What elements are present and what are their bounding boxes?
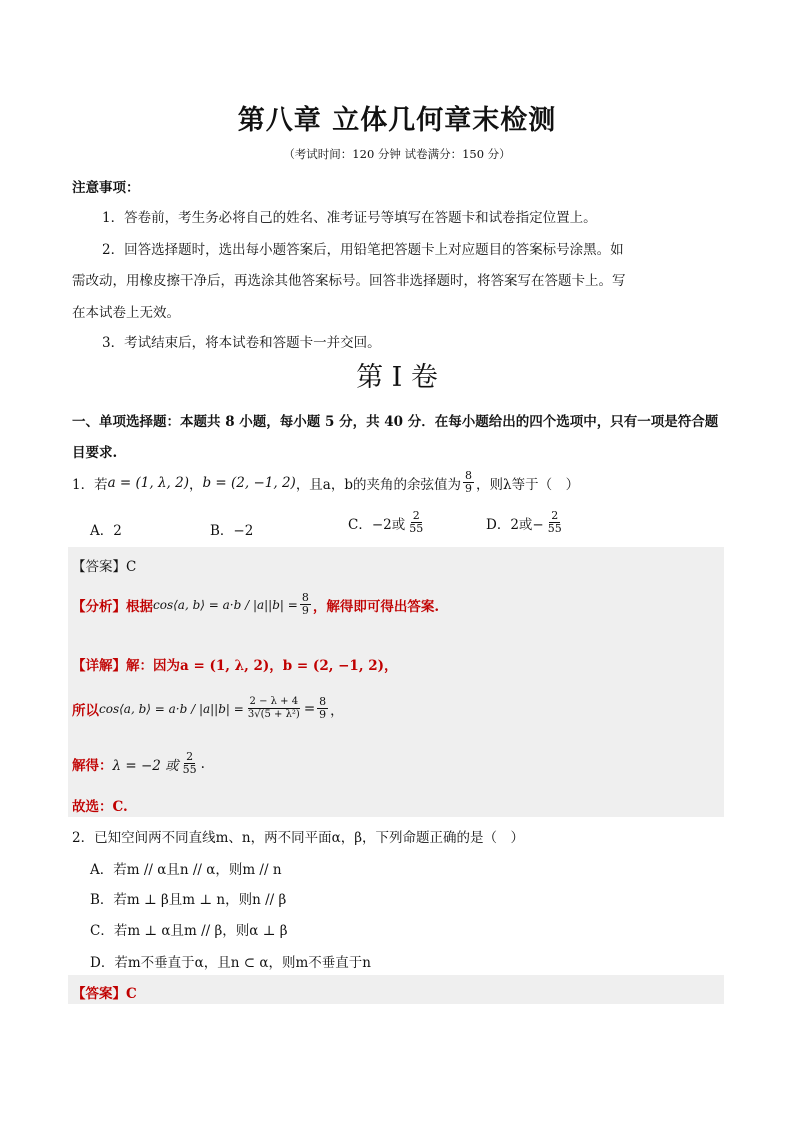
- option-b: B．−2: [210, 523, 254, 539]
- question-2-option-a: A．若m // α且n // α，则m // n: [90, 862, 282, 878]
- notice-item-3: 3．考试结束后，将本试卷和答题卡一并交回。: [102, 335, 381, 351]
- question-2-option-c: C．若m ⊥ α且m // β，则α ⊥ β: [90, 923, 288, 939]
- derivation-formula: cos⟨a, b⟩ = a·b / |a||b| =: [99, 701, 244, 716]
- exam-info: （考试时间：120 分钟 试卷满分：150 分）: [283, 147, 511, 161]
- option-c: [348, 510, 427, 535]
- fraction-numerator: 2: [551, 509, 559, 522]
- solve-fraction: [181, 751, 199, 776]
- fraction-8-9: [463, 470, 474, 495]
- option-d-fraction: [546, 510, 564, 535]
- analysis-q1: [72, 592, 439, 617]
- option-a: A．2: [90, 523, 122, 539]
- answer-q2: 【答案】C: [72, 986, 137, 1002]
- question-1-stem: [72, 470, 579, 495]
- analysis-conclusion: ，解得即可得出答案.: [312, 598, 440, 615]
- question-number: 1．若: [72, 476, 108, 493]
- question-2-option-b: B．若m ⊥ β且m ⊥ n，则n // β: [90, 892, 287, 908]
- option-d: [486, 510, 566, 535]
- derivation-fraction: [246, 696, 302, 721]
- question-2-option-d: D．若m不垂直于α，且n ⊂ α，则m不垂直于n: [90, 955, 371, 971]
- fraction-numerator: 2: [186, 750, 194, 763]
- fraction-numerator: 2: [412, 509, 420, 522]
- fraction-denominator: 9: [465, 482, 473, 495]
- section-title: 第 I 卷: [356, 362, 438, 393]
- fraction-numerator: 2 − λ + 4: [249, 696, 299, 707]
- part-heading-line-1: 一、单项选择题：本题共 8 小题，每小题 5 分，共 40 分．在每小题给出的四个选项中，只有一项是符合题: [72, 414, 719, 430]
- equals-sign: =: [303, 700, 316, 717]
- question-2-stem: 2．已知空间两不同直线m、n，两不同平面α，β，下列命题正确的是（ ）: [72, 830, 525, 846]
- option-d-text: D．2或−: [486, 516, 544, 533]
- question-end: ，则λ等于（ ）: [476, 476, 580, 493]
- analysis-label: 【分析】根据: [72, 598, 153, 615]
- detail-q1: [72, 654, 398, 674]
- option-c-text: C．−2或: [348, 516, 406, 533]
- detail-label: 【详解】: [72, 658, 126, 674]
- fraction-denominator: 55: [182, 763, 197, 776]
- solution-box-q1: [68, 547, 724, 817]
- fraction-numerator: 8: [319, 695, 327, 708]
- solution-box-q2: [68, 975, 724, 1004]
- solve-q1: [72, 751, 205, 776]
- choose-q1: 故选：C.: [72, 799, 128, 815]
- option-c-fraction: [407, 510, 425, 535]
- solve-label: 解得：: [72, 757, 113, 774]
- question-text: ，且a，b的夹角的余弦值为: [295, 476, 462, 493]
- derivation-end: ，: [330, 702, 344, 719]
- analysis-formula: cos⟨a, b⟩ = a·b / |a||b| =: [153, 597, 298, 612]
- fraction-denominator: 9: [319, 708, 327, 721]
- notice-item-2-line-2: 需改动，用橡皮擦干净后，再选涂其他答案标号。回答非选择题时，将答案写在答题卡上。写: [72, 273, 626, 289]
- notice-item-1: 1．答卷前，考生务必将自己的姓名、准考证号等填写在答题卡和试卷指定位置上。: [102, 210, 597, 226]
- page-title: 第八章 立体几何章末检测: [237, 105, 557, 136]
- fraction-numerator: 8: [465, 469, 473, 482]
- separator: ，: [188, 476, 203, 493]
- solve-end: .: [200, 755, 205, 772]
- derivation-label: 所以: [72, 702, 99, 719]
- notice-item-2-line-1: 2．回答选择题时，选出每小题答案后，用铅笔把答题卡上对应题目的答案标号涂黑。如: [102, 242, 624, 258]
- fraction-denominator: 9: [301, 604, 309, 617]
- derivation-result-fraction: [317, 696, 328, 721]
- solve-text: λ = −2 或: [112, 757, 179, 774]
- derivation-q1: [72, 696, 344, 721]
- notice-item-2-line-3: 在本试卷上无效。: [72, 305, 180, 321]
- vector-b: b = (2, −1, 2): [202, 474, 296, 491]
- fraction-numerator: 8: [301, 591, 309, 604]
- fraction-denominator: 3√(5 + λ²): [247, 709, 300, 720]
- part-heading-line-2: 目要求.: [72, 445, 118, 461]
- detail-text: 解：因为a = (1, λ, 2)，b = (2, −1, 2)，: [126, 658, 398, 674]
- fraction-denominator: 55: [547, 522, 562, 535]
- analysis-fraction: [300, 592, 311, 617]
- answer-q1: 【答案】C: [72, 559, 137, 575]
- fraction-denominator: 55: [409, 522, 424, 535]
- notice-heading: 注意事项：: [72, 180, 140, 196]
- vector-a: a = (1, λ, 2): [107, 474, 189, 491]
